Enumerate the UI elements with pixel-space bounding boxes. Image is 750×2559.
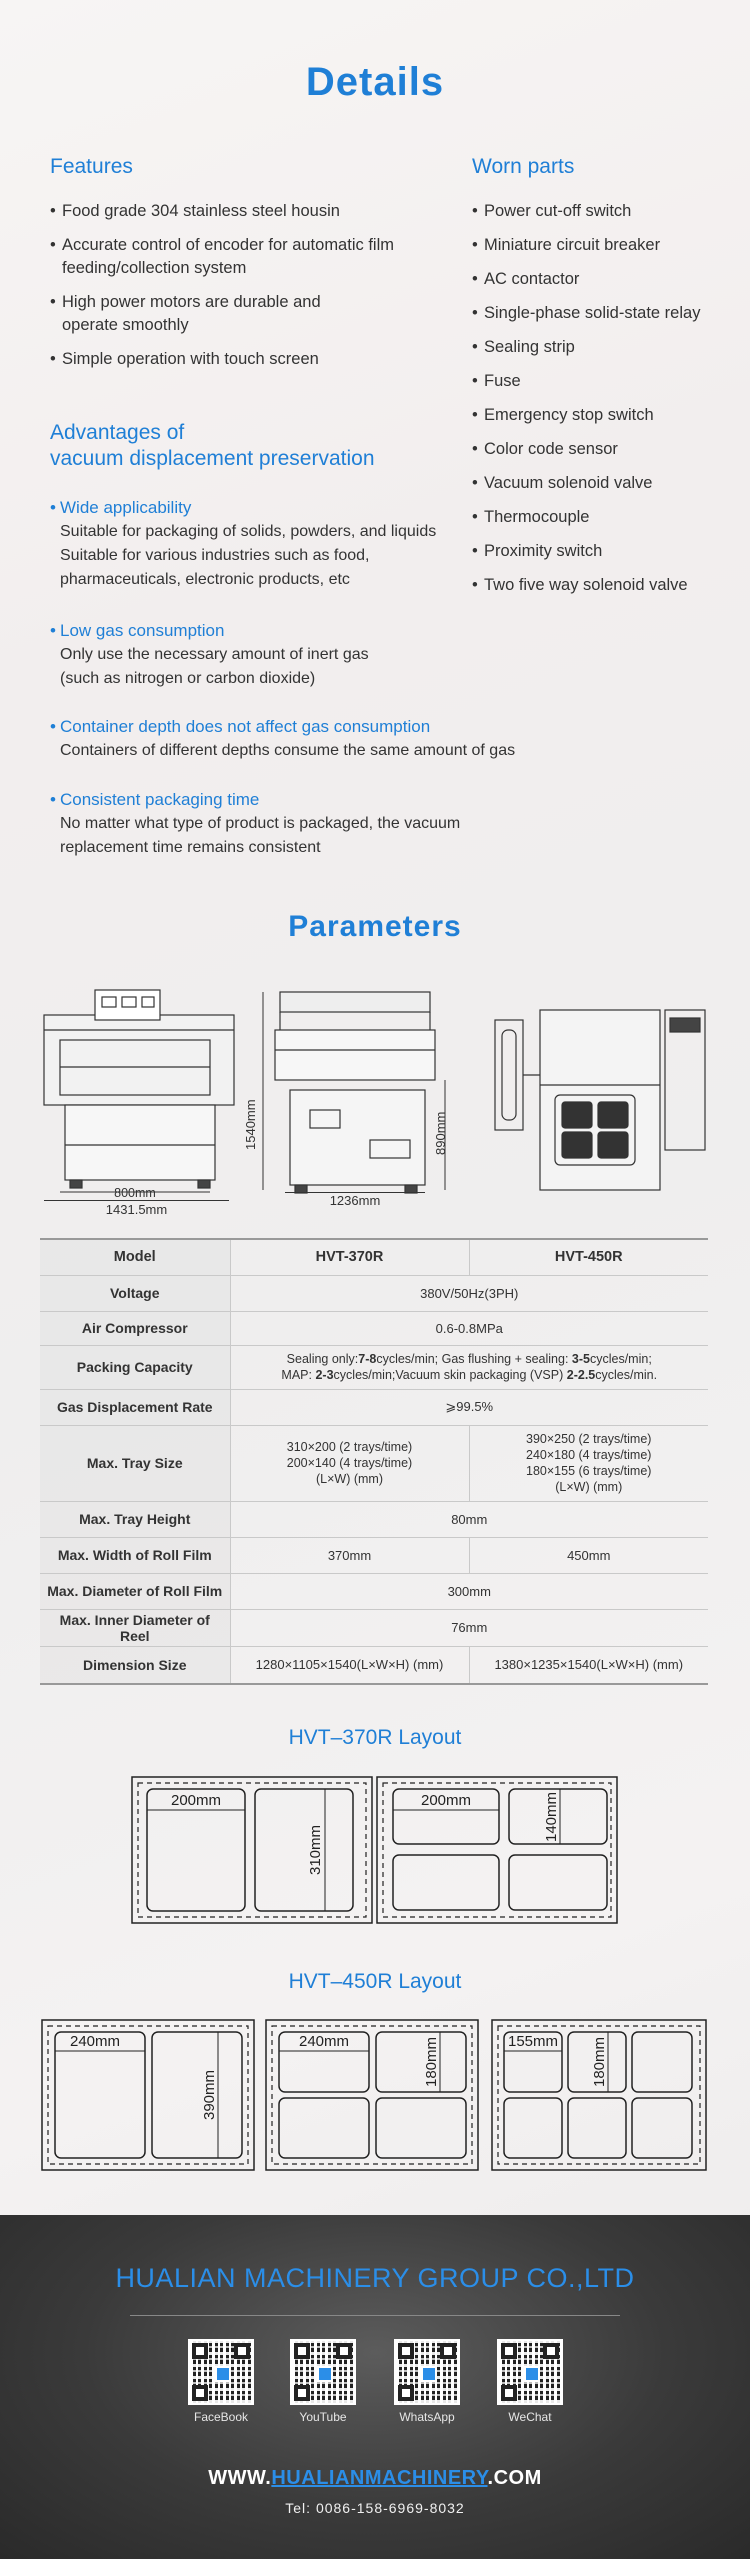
text-line: 390×250 (2 trays/time)	[526, 1432, 652, 1446]
advantage-desc: Only use the necessary amount of inert gas (such as nitrogen or carbon dioxide)	[60, 646, 369, 687]
table-row	[40, 1311, 708, 1345]
table-cell: Model	[40, 1239, 230, 1275]
worn-parts-heading: Worn parts	[472, 155, 575, 178]
wechat-qr[interactable]	[495, 2339, 565, 2424]
list-item: • Fuse	[472, 370, 742, 393]
divider	[130, 2315, 620, 2316]
table-row	[40, 1389, 708, 1425]
company-name: HUALIAN MACHINERY GROUP CO.,LTD	[115, 2263, 635, 2293]
front-view-drawing	[40, 985, 240, 1200]
qr-code-icon	[394, 2339, 460, 2405]
table-cell: Max. Width of Roll Film	[40, 1537, 230, 1573]
advantage-title: • Low gas consumption	[50, 619, 580, 643]
text-span: cycles/min; Gas flushing + sealing:	[376, 1352, 572, 1366]
table-cell: 1280×1105×1540(L×W×H) (mm)	[230, 1646, 469, 1684]
text-span: 7-8	[358, 1352, 377, 1366]
advantage-item	[50, 496, 580, 592]
table-cell: Max. Tray Height	[40, 1501, 230, 1537]
youtube-qr[interactable]	[288, 2339, 358, 2424]
layout-370-drawing	[130, 1775, 620, 1925]
table-row	[40, 1345, 708, 1389]
table-cell: 1380×1235×1540(L×W×H) (mm)	[469, 1646, 708, 1684]
advantage-desc: Containers of different depths consume the same amount of gas	[60, 742, 516, 759]
layout-450-title: HVT–450R Layout	[288, 1970, 462, 1993]
list-item: • Food grade 304 stainless steel housin	[50, 200, 450, 223]
layout-450-height-label-3: 180mm	[591, 2036, 608, 2088]
table-cell: Voltage	[40, 1275, 230, 1311]
layout-370-title: HVT–370R Layout	[288, 1726, 462, 1749]
table-cell	[230, 1425, 469, 1501]
table-cell: Max. Inner Diameter of Reel	[40, 1609, 230, 1646]
qr-label: WeChat	[508, 2410, 552, 2424]
table-cell: HVT-450R	[469, 1239, 708, 1275]
list-item: • Color code sensor	[472, 438, 742, 461]
layout-370-height-label-2: 140mm	[543, 1791, 560, 1843]
table-cell: 370mm	[230, 1537, 469, 1573]
list-item: • Sealing strip	[472, 336, 742, 359]
text-span: MAP:	[281, 1368, 316, 1382]
table-cell: Air Compressor	[40, 1311, 230, 1345]
layout-370-height-label: 310mm	[307, 1824, 324, 1876]
text-span: 2-2.5	[566, 1368, 596, 1382]
qr-label: WhatsApp	[399, 2410, 455, 2424]
table-cell: 80mm	[230, 1501, 708, 1537]
table-cell: 450mm	[469, 1537, 708, 1573]
list-item: • Single-phase solid-state relay	[472, 302, 742, 325]
advantages-heading-line-2: vacuum displacement preservation	[50, 447, 375, 470]
table-cell: 300mm	[230, 1573, 708, 1609]
text-line: 180×155 (6 trays/time)	[526, 1464, 652, 1478]
table-row	[40, 1537, 708, 1573]
telephone: Tel: 0086-158-6969-8032	[285, 2500, 465, 2516]
features-list	[50, 200, 450, 371]
side-view-drawing	[255, 990, 455, 1200]
details-title: Details	[305, 60, 445, 104]
table-cell: Max. Tray Size	[40, 1425, 230, 1501]
text-line: (L×W) (mm)	[316, 1472, 383, 1486]
text-span: cycles/min;Vacuum skin packaging (VSP)	[333, 1368, 567, 1382]
list-item: • Two five way solenoid valve	[472, 574, 742, 597]
list-item: • Emergency stop switch	[472, 404, 742, 427]
features-heading: Features	[50, 155, 133, 178]
qr-code-icon	[290, 2339, 356, 2405]
table-row	[40, 1573, 708, 1609]
advantages-heading-line-1: Advantages of	[50, 421, 185, 444]
text-line: 200×140 (4 trays/time)	[286, 1456, 413, 1470]
table-row	[40, 1239, 708, 1275]
list-item: • Miniature circuit breaker	[472, 234, 742, 257]
list-item: • High power motors are durable and operate smoothly	[50, 291, 450, 337]
qr-code-icon	[188, 2339, 254, 2405]
text-span: cycles/min;	[589, 1352, 652, 1366]
text-line: 240×180 (4 trays/time)	[526, 1448, 652, 1462]
table-cell: Max. Diameter of Roll Film	[40, 1573, 230, 1609]
table-cell: ⩾99.5%	[230, 1389, 708, 1425]
qr-label: YouTube	[299, 2410, 347, 2424]
advantage-item	[50, 619, 580, 691]
website-link[interactable]	[0, 2467, 750, 2490]
whatsapp-qr[interactable]	[392, 2339, 462, 2424]
list-item: • Power cut-off switch	[472, 200, 742, 223]
list-item: • Proximity switch	[472, 540, 742, 563]
advantages-heading	[50, 420, 375, 472]
front-total-width-label: 1431.5mm	[44, 1200, 229, 1217]
side-width-label: 1236mm	[285, 1192, 425, 1208]
list-item: • Accurate control of encoder for automatic film feeding/collection system	[50, 234, 450, 280]
table-cell: Packing Capacity	[40, 1345, 230, 1389]
side-height-label: 1540mm	[243, 1099, 258, 1150]
text-span: cycles/min.	[595, 1368, 658, 1382]
qr-label: FaceBook	[193, 2410, 249, 2424]
layout-450-drawing	[40, 2018, 710, 2173]
facebook-qr[interactable]	[186, 2339, 256, 2424]
table-cell: 0.6-0.8MPa	[230, 1311, 708, 1345]
text-line: 310×200 (2 trays/time)	[286, 1440, 413, 1454]
text-span: WWW.	[208, 2467, 272, 2489]
layout-370-width-label-2: 200mm	[420, 1792, 472, 1809]
advantage-desc: Suitable for packaging of solids, powders, and liquids Suitable for various industries such as food, pharmaceuticals, electronic products, etc	[60, 523, 437, 588]
text-span: HUALIANMACHINERY	[271, 2467, 488, 2489]
table-cell: Gas Displacement Rate	[40, 1389, 230, 1425]
advantage-desc: No matter what type of product is packaged, the vacuum replacement time remains consistent	[60, 815, 461, 856]
table-cell: HVT-370R	[230, 1239, 469, 1275]
layout-370-width-label: 200mm	[170, 1792, 222, 1809]
top-view-drawing	[490, 1000, 710, 1205]
layout-450-width-label: 240mm	[69, 2033, 121, 2050]
table-row	[40, 1501, 708, 1537]
table-row	[40, 1646, 708, 1684]
front-width-label: 800mm	[114, 1186, 156, 1200]
parameters-title: Parameters	[288, 910, 462, 943]
layout-450-height-label-2: 180mm	[423, 2036, 440, 2088]
footer	[0, 2215, 750, 2559]
qr-code-icon	[497, 2339, 563, 2405]
advantage-item	[50, 715, 650, 763]
advantage-title: • Wide applicability	[50, 496, 580, 520]
advantage-title: • Consistent packaging time	[50, 788, 580, 812]
table-cell	[469, 1425, 708, 1501]
text-line: (L×W) (mm)	[555, 1480, 623, 1494]
table-row	[40, 1425, 708, 1501]
text-span: 3-5	[571, 1352, 590, 1366]
advantage-title: • Container depth does not affect gas consumption	[50, 715, 650, 739]
side-lower-height-label: 890mm	[433, 1111, 448, 1155]
table-cell: 380V/50Hz(3PH)	[230, 1275, 708, 1311]
advantage-item	[50, 788, 580, 860]
text-span: 2-3	[315, 1368, 334, 1382]
table-row	[40, 1275, 708, 1311]
list-item: • Thermocouple	[472, 506, 742, 529]
parameters-table	[40, 1238, 708, 1685]
table-cell: Dimension Size	[40, 1646, 230, 1684]
list-item: • Simple operation with touch screen	[50, 348, 450, 371]
table-row	[40, 1609, 708, 1646]
layout-450-width-label-3: 155mm	[507, 2033, 559, 2050]
table-cell: 76mm	[230, 1609, 708, 1646]
list-item: • AC contactor	[472, 268, 742, 291]
text-span: Sealing only:	[286, 1352, 359, 1366]
list-item: • Vacuum solenoid valve	[472, 472, 742, 495]
table-cell	[230, 1345, 708, 1389]
text-span: .COM	[487, 2467, 542, 2489]
layout-450-height-label: 390mm	[201, 2069, 218, 2121]
layout-450-width-label-2: 240mm	[298, 2033, 350, 2050]
